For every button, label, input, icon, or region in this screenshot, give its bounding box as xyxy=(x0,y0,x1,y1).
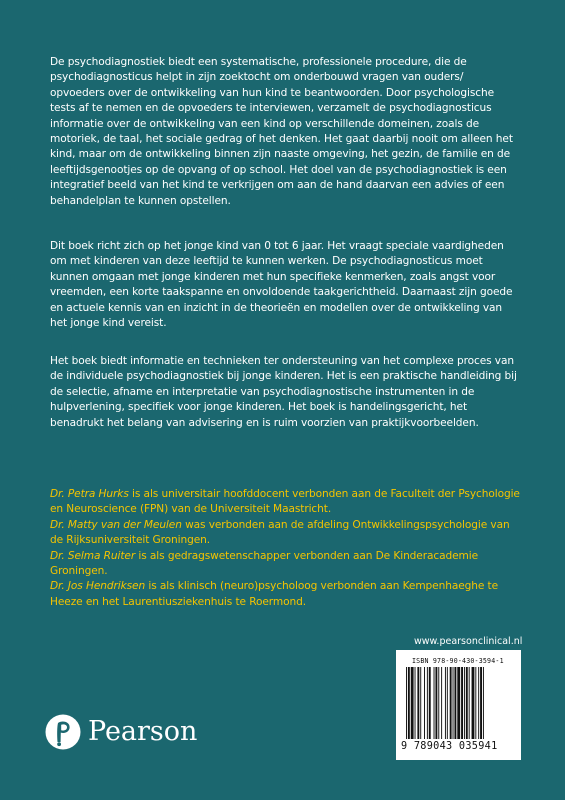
isbn-label: ISBN 978-90-430-3594-1 xyxy=(412,657,504,665)
author-bio xyxy=(50,579,520,610)
barcode-bars xyxy=(405,667,513,741)
barcode-digits: 9 789043 035941 xyxy=(401,741,498,752)
publisher-name: Pearson xyxy=(88,716,198,747)
website-url: www.pearsonclinical.nl xyxy=(414,636,523,647)
author-name: Dr. Matty van der Meulen xyxy=(50,518,182,531)
author-description: is als klinisch (neuro)psycholoog verbonden aan Kempenhaeghe te Heeze en het Laurentiusziekenhuis te Roermond. xyxy=(50,580,499,608)
author-bios xyxy=(50,487,520,610)
author-description: is als gedragswetenschapper verbonden aan De Kinderacademie Groningen. xyxy=(50,549,479,578)
author-name: Dr. Selma Ruiter xyxy=(50,549,136,562)
author-description: was verbonden aan de afdeling Ontwikkelingspsychologie van de Rijksuniversiteit Groningen. xyxy=(50,518,510,547)
description-paragraph-1: De psychodiagnostiek biedt een systematische, professionele procedure, die de psychodiagnosticus helpt in zijn zoektocht om onderbouwd vragen van ouders/ opvoeders over de ontwikkeling van hun kind te beantwoorden. Door psychologische tests af te nemen en de opvoeders te interviewen, verzamelt de psychodiagnosticus informatie over de ontwikkeling van een kind op verschillende domeinen, zoals de motoriek, de taal, het sociale gedrag of het denken. Het gaat daarbij nooit om alleen het kind, maar om de ontwikkeling binnen zijn naaste omgeving, het gezin, de familie en de leeftijdsgenootjes op de opvang of op school. Het doel van de psychodiagnostiek is een integratief beeld van het kind te verkrijgen om aan de hand daarvan een advies of een behandelplan te kunnen opstellen. xyxy=(50,56,513,207)
author-name: Dr. Petra Hurks xyxy=(50,488,129,500)
isbn-barcode xyxy=(396,650,521,760)
author-name: Dr. Jos Hendriksen xyxy=(50,580,146,593)
author-bio xyxy=(50,487,520,518)
author-bio xyxy=(50,518,520,549)
pearson-p-icon xyxy=(45,713,81,751)
description-paragraph-3: Het boek biedt informatie en technieken ter ondersteuning van het complexe proces van de individuele psychodiagnostiek bij jonge kinderen. Het is een praktische handleiding bij de selectie, afname en interpretatie van psychodiagnostische instrumenten in de hulpverlening, specifiek voor jonge kinderen. Het boek is handelingsgericht, het benadrukt het belang van advisering en is ruim voorzien van praktijkvoorbeelden. xyxy=(50,355,517,429)
author-bio xyxy=(50,549,520,580)
description-paragraph-2: Dit boek richt zich op het jonge kind van 0 tot 6 jaar. Het vraagt speciale vaardigheden om met kinderen van deze leeftijd te kunnen werken. De psychodiagnosticus moet kunnen omgaan met jonge kinderen met hun specifieke kenmerken, zoals angst voor vreemden, een korte taakspanne en onvoldoende taakgerichtheid. Daarnaast zijn goede en actuele kennis van en inzicht in de theorieën en modellen over de ontwikkeling van het jonge kind vereist. xyxy=(50,240,513,330)
author-description: is als universitair hoofddocent verbonden aan de Faculteit der Psychologie en Neuroscience (FPN) van de Universiteit Maastricht. xyxy=(50,488,520,516)
